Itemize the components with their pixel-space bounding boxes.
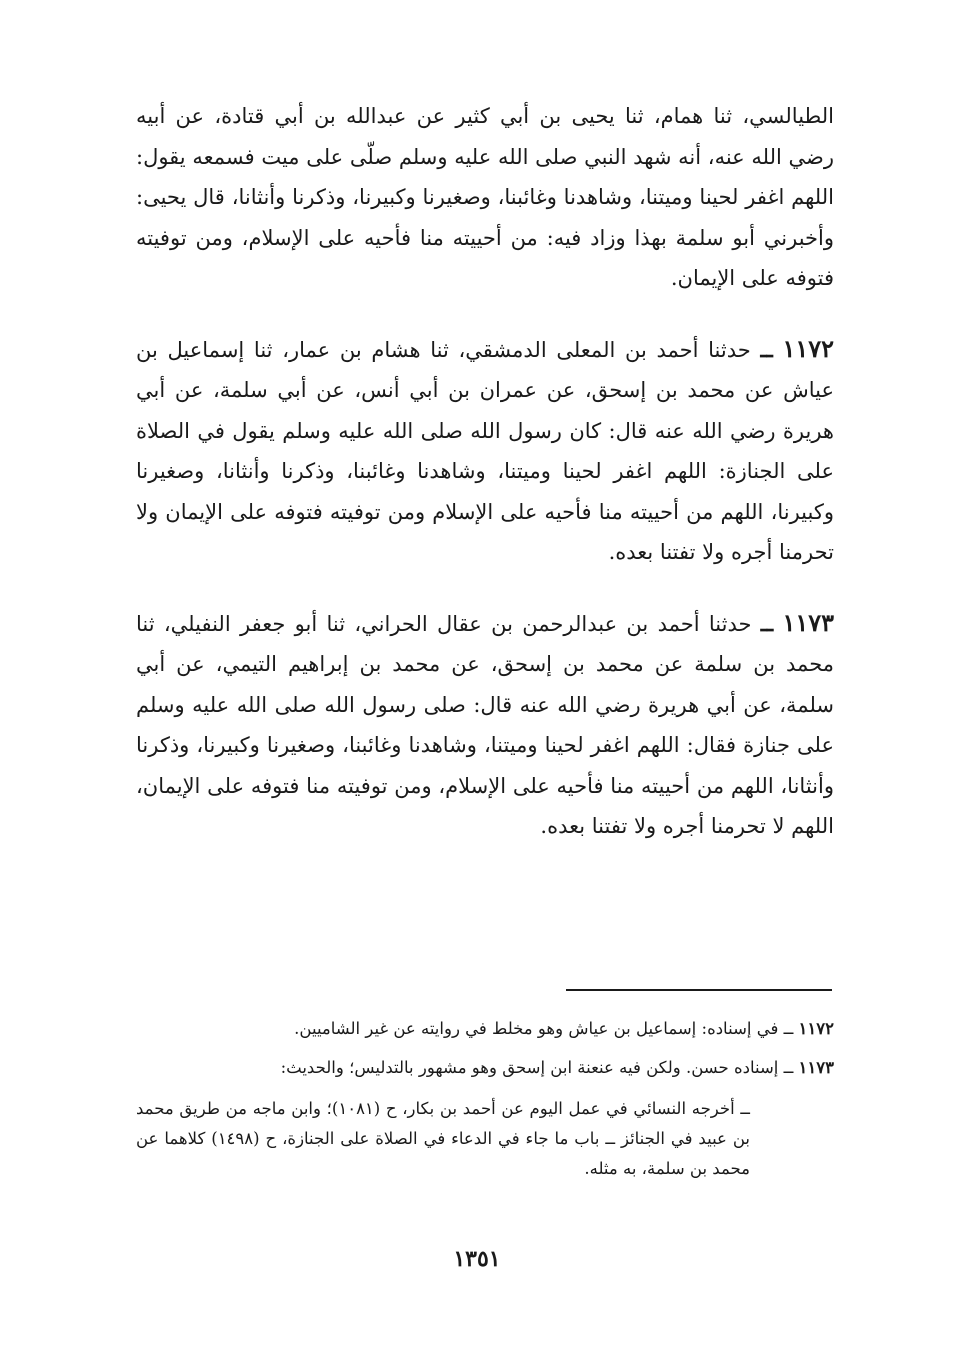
hadith-paragraph-1173	[136, 603, 834, 847]
page-number: ١٣٥١	[453, 1246, 501, 1272]
paragraph-text: حدثنا أحمد بن عبدالرحمن بن عقال الحراني، ثنا أبو جعفر النفيلي، ثنا محمد بن سلمة عن محمد بن إسحق، عن محمد بن إبراهيم التيمي، عن أبي سلمة، عن أبي هريرة رضي الله عنه قال: صلى رسول الله صلى الله عليه وسلم على جنازة فقال: اللهم اغفر لحينا وميتنا، وشاهدنا وغائبنا، وصغيرنا وكبيرنا، وذكرنا وأنثانا، اللهم من أحييته منا فأحيه على الإسلام، ومن توفيته منا فتوفه على الإيمان، اللهم لا تحرمنا أجره ولا تفتنا بعده.	[136, 611, 834, 838]
hadith-paragraph-1172	[136, 329, 834, 573]
paragraph-text: حدثنا أحمد بن المعلى الدمشقي، ثنا هشام بن عمار، ثنا إسماعيل بن عياش عن محمد بن إسحق، عن عمران بن أبي أنس، عن أبي سلمة، عن أبي هريرة رضي الله عنه قال: كان رسول الله صلى الله عليه وسلم يقول في الصلاة على الجنازة: اللهم اغفر لحينا وميتنا، وشاهدنا وغائبنا، وذكرنا وأنثانا، وصغيرنا وكبيرنا، اللهم من أحييته منا فأحيه على الإسلام ومن توفيته فتوفه على الإيمان ولا تحرمنا أجره ولا تفتنا بعده.	[136, 337, 834, 564]
hadith-number: ١١٧٣	[782, 607, 834, 637]
hadith-number: ١١٧٢	[782, 333, 834, 363]
paragraph-text: الطيالسي، ثنا همام، ثنا يحيى بن أبي كثير عن عبدالله بن أبي قتادة، عن أبيه رضي الله عنه، أنه شهد النبي صلى الله عليه وسلم صلّى على ميت فسمعه يقول: اللهم اغفر لحينا وميتنا، وشاهدنا وغائبنا، وصغيرنا وكبيرنا، وذكرنا وأنثانا، قال يحيى: وأخبرني أبو سلمة بهذا وزاد فيه: من أحييته منا فأحيه على الإسلام، ومن توفيته فتوفه على الإيمان.	[136, 104, 834, 290]
footnote-1173	[136, 1051, 834, 1084]
footnotes	[136, 1012, 834, 1184]
footnote-text: إسناده حسن. ولكن فيه عنعنة ابن إسحق وهو مشهور بالتدليس؛ والحديث:	[280, 1058, 779, 1077]
footnote-text: في إسناده: إسماعيل بن عياش وهو مخلط في روايته عن غير الشاميين.	[294, 1019, 779, 1038]
footnote-number: ١١٧٢	[798, 1019, 834, 1038]
footnote-number: ١١٧٣	[798, 1058, 834, 1077]
footnote-1172	[136, 1012, 834, 1045]
footnote-separator	[566, 989, 832, 991]
main-text	[136, 96, 834, 847]
footnote-continuation: ــ أخرجه النسائي في عمل اليوم عن أحمد بن بكار، ح (١٠٨١)؛ وابن ماجه من طريق محمد بن عبيد في الجنائز ــ باب ما جاء في الدعاء في الصلاة على الجنازة، ح (١٤٩٨) كلاهما عن محمد بن سلمة، به مثله.	[136, 1099, 750, 1178]
hadith-paragraph-continuation	[136, 96, 834, 299]
footnote-dash: ــ	[783, 1058, 794, 1077]
hadith-dash: ــ	[760, 610, 774, 636]
hadith-dash: ــ	[760, 336, 773, 362]
footnote-dash: ــ	[783, 1019, 794, 1038]
